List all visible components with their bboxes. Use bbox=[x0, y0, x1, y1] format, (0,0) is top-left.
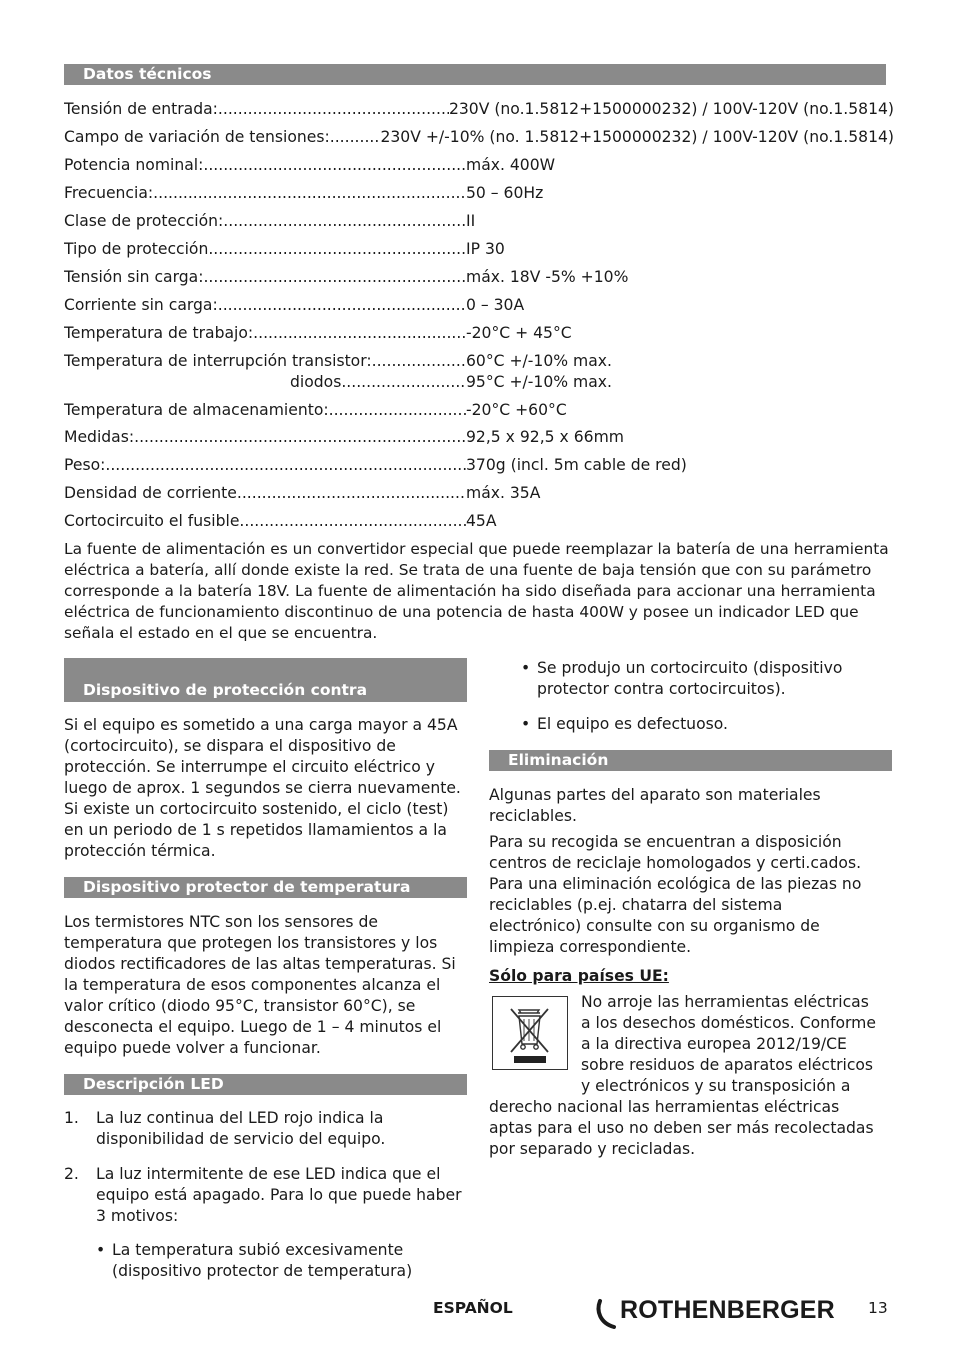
spec-row bbox=[64, 127, 894, 147]
spec-row bbox=[64, 455, 894, 475]
spec-label-wrap bbox=[64, 183, 466, 203]
spec-row bbox=[64, 99, 894, 119]
spec-row bbox=[64, 483, 894, 503]
spec-label: Corriente sin carga: bbox=[64, 296, 218, 314]
spec-row bbox=[64, 427, 894, 447]
spec-label: Densidad de corriente bbox=[64, 484, 237, 502]
spec-value: 370g (incl. 5m cable de red) bbox=[466, 456, 687, 474]
spec-label-wrap bbox=[178, 372, 466, 392]
leader-dots bbox=[330, 127, 381, 147]
spec-row bbox=[64, 183, 894, 203]
heading-datos-tecnicos bbox=[64, 64, 886, 85]
leader-dots bbox=[329, 400, 466, 420]
spec-value: 60°C +/-10% max. bbox=[466, 352, 612, 370]
eu-heading: Sólo para países UE: bbox=[489, 967, 669, 985]
spec-value: 230V (no.1.5812+1500000232) / 100V-120V (no.1.5814) bbox=[448, 100, 894, 118]
spec-label-wrap bbox=[64, 239, 466, 259]
spec-label: Frecuencia: bbox=[64, 184, 154, 202]
leader-dots bbox=[208, 239, 466, 259]
led-item-1: La luz continua del LED rojo indica la disponibilidad de servicio del equipo. bbox=[96, 1109, 386, 1148]
spec-row bbox=[64, 511, 894, 531]
spec-row bbox=[64, 400, 894, 420]
spec-label: Tensión de entrada: bbox=[64, 100, 218, 118]
bullet-dot-icon: • bbox=[521, 715, 531, 733]
leader-dots bbox=[341, 372, 466, 392]
spec-value: máx. 18V -5% +10% bbox=[466, 268, 629, 286]
leader-dots bbox=[223, 211, 466, 231]
leader-dots bbox=[237, 483, 466, 503]
spec-value: II bbox=[466, 212, 476, 230]
leader-dots bbox=[105, 455, 466, 475]
spec-label-wrap bbox=[64, 351, 466, 371]
spec-value: 92,5 x 92,5 x 66mm bbox=[466, 428, 624, 446]
leader-dots bbox=[239, 511, 466, 531]
spec-value: 45A bbox=[466, 512, 497, 530]
spec-label-wrap bbox=[64, 155, 466, 175]
rothenberger-logo bbox=[594, 1295, 834, 1331]
spec-label: Campo de variación de tensiones: bbox=[64, 128, 330, 146]
spec-row bbox=[178, 372, 954, 392]
spec-label: Medidas: bbox=[64, 428, 135, 446]
eu-heading-wrap bbox=[489, 966, 889, 987]
heading-descripcion-led bbox=[64, 1074, 467, 1095]
list-number: 1. bbox=[64, 1109, 79, 1127]
spec-value: 230V +/-10% (no. 1.5812+1500000232) / 100V-120V (no.1.5814) bbox=[380, 128, 894, 146]
list-number: 2. bbox=[64, 1165, 79, 1183]
footer-language: ESPAÑOL bbox=[433, 1299, 513, 1317]
heading-proteccion-cortocircuitos bbox=[64, 658, 467, 720]
leader-dots bbox=[218, 295, 466, 315]
bullet-dot-icon: • bbox=[96, 1241, 106, 1259]
brand-name: ROTHENBERGER bbox=[620, 1296, 835, 1324]
spec-label-wrap bbox=[64, 511, 466, 531]
bullet-text: La temperatura subió excesivamente (dispositivo protector de temperatura) bbox=[112, 1241, 413, 1280]
spec-label-wrap bbox=[64, 99, 449, 119]
heading-text: Datos técnicos bbox=[83, 65, 212, 83]
spec-row bbox=[64, 295, 894, 315]
spec-label: Tipo de protección bbox=[64, 240, 209, 258]
elimination-paragraph-1: Algunas partes del aparato son materiales reciclables. bbox=[489, 786, 821, 825]
spec-label-wrap bbox=[64, 127, 380, 147]
spec-value: -20°C + 45°C bbox=[466, 324, 572, 342]
leader-dots bbox=[203, 155, 466, 175]
spec-label: Cortocircuito el fusible bbox=[64, 512, 240, 530]
bullet-text: El equipo es defectuoso. bbox=[537, 715, 728, 733]
page-number: 13 bbox=[868, 1299, 888, 1317]
spec-label-wrap bbox=[64, 295, 466, 315]
spec-label-wrap bbox=[64, 483, 466, 503]
spec-row bbox=[64, 267, 894, 287]
spec-label-wrap bbox=[64, 267, 466, 287]
spec-label: Clase de protección: bbox=[64, 212, 224, 230]
led-item-2: La luz intermitente de ese LED indica que el equipo está apagado. Para lo que puede haber 3 motivos: bbox=[96, 1165, 462, 1225]
eu-text-block bbox=[489, 992, 881, 1160]
spec-row bbox=[64, 323, 894, 343]
eu-text: No arroje las herramientas eléctricas a los desechos domésticos. Conforme a la directiva europea 2012/19/CE sobre residuos de aparatos eléctricos y electrónicos y su transposición a derecho nacional las herramientas eléctricas aptas para el uso no deben ser más recolectadas por separado y recicladas. bbox=[489, 993, 876, 1158]
bullet-dot-icon: • bbox=[521, 659, 531, 677]
spec-value: 50 – 60Hz bbox=[466, 184, 544, 202]
spec-value: máx. 400W bbox=[466, 156, 556, 174]
spec-value: 95°C +/-10% max. bbox=[466, 373, 612, 391]
heading-text: Dispositivo protector de temperatura bbox=[83, 878, 411, 896]
spec-value: IP 30 bbox=[466, 240, 505, 258]
temperature-paragraph: Los termistores NTC son los sensores de temperatura que protegen los transistores y los diodos rectificadores de las altas temperaturas. Si la temperatura de esos componentes alcanza el valor crítico (diodo 95°C, transistor 60°C), se desconecta el equipo. Luego de 1 – 4 minutos el equipo puede volver a funcionar. bbox=[64, 913, 456, 1057]
spec-label: Temperatura de trabajo: bbox=[64, 324, 254, 342]
spec-value: máx. 35A bbox=[466, 484, 541, 502]
heading-protector-temperatura bbox=[64, 877, 467, 898]
leader-dots bbox=[134, 427, 466, 447]
spec-label: Temperatura de interrupción transistor: bbox=[64, 352, 372, 370]
spec-row bbox=[64, 239, 894, 259]
heading-text: Dispositivo de protección contra cortocircuitos bbox=[83, 681, 368, 720]
short-circuit-paragraph: Si el equipo es sometido a una carga mayor a 45A (cortocircuito), se dispara el dispositivo de protección. Se interrumpe el circuito eléctrico y luego de aprox. 1 segundos se cierra nuevamente. Si existe un cortocircuito sostenido, el ciclo (test) en un periodo de 1 s repetidos llamamientos a la protección térmica. bbox=[64, 716, 461, 860]
spec-label: Peso: bbox=[64, 456, 106, 474]
leader-dots bbox=[153, 183, 466, 203]
icon-float-spacer bbox=[489, 992, 581, 1080]
elimination-paragraph-2: Para su recogida se encuentran a disposición centros de reciclaje homologados y certi.cados. Para una eliminación ecológica de las piezas no reciclables (p.ej. chatarra del sistema electrónico) consulte con su organismo de limpieza correspondiente. bbox=[489, 833, 862, 956]
leader-dots bbox=[372, 351, 466, 371]
heading-eliminacion bbox=[489, 750, 892, 771]
spec-label-wrap bbox=[64, 323, 466, 343]
spec-value: -20°C +60°C bbox=[466, 401, 567, 419]
spec-label: diodos bbox=[290, 373, 342, 391]
spec-label-wrap bbox=[64, 400, 466, 420]
spec-label: Temperatura de almacenamiento: bbox=[64, 401, 329, 419]
spec-row bbox=[64, 211, 894, 231]
leader-dots bbox=[218, 99, 449, 119]
spec-value: 0 – 30A bbox=[466, 296, 525, 314]
spec-label: Potencia nominal: bbox=[64, 156, 204, 174]
spec-row bbox=[64, 155, 894, 175]
leader-dots bbox=[203, 267, 466, 287]
intro-paragraph: La fuente de alimentación es un convertidor especial que puede reemplazar la batería de una herramienta eléctrica a batería, allí donde existe la red. Se trata de una fuente de baja tensión que con su parámetro corresponde a la batería 18V. La fuente de alimentación ha sido diseñada para accionar una herramienta eléctrica de funcionamiento discontinuo de una potencia de hasta 400W y posee un indicador LED que señala el estado en el que se encuentra. bbox=[64, 540, 889, 642]
spec-label-wrap bbox=[64, 211, 466, 231]
spec-label-wrap bbox=[64, 427, 466, 447]
heading-text: Eliminación bbox=[508, 751, 609, 769]
bullet-text: Se produjo un cortocircuito (dispositivo protector contra cortocircuitos). bbox=[537, 659, 843, 698]
leader-dots bbox=[253, 323, 466, 343]
spec-row bbox=[64, 351, 894, 371]
spec-label-wrap bbox=[64, 455, 466, 475]
heading-text: Descripción LED bbox=[83, 1075, 224, 1093]
spec-label: Tensión sin carga: bbox=[64, 268, 204, 286]
